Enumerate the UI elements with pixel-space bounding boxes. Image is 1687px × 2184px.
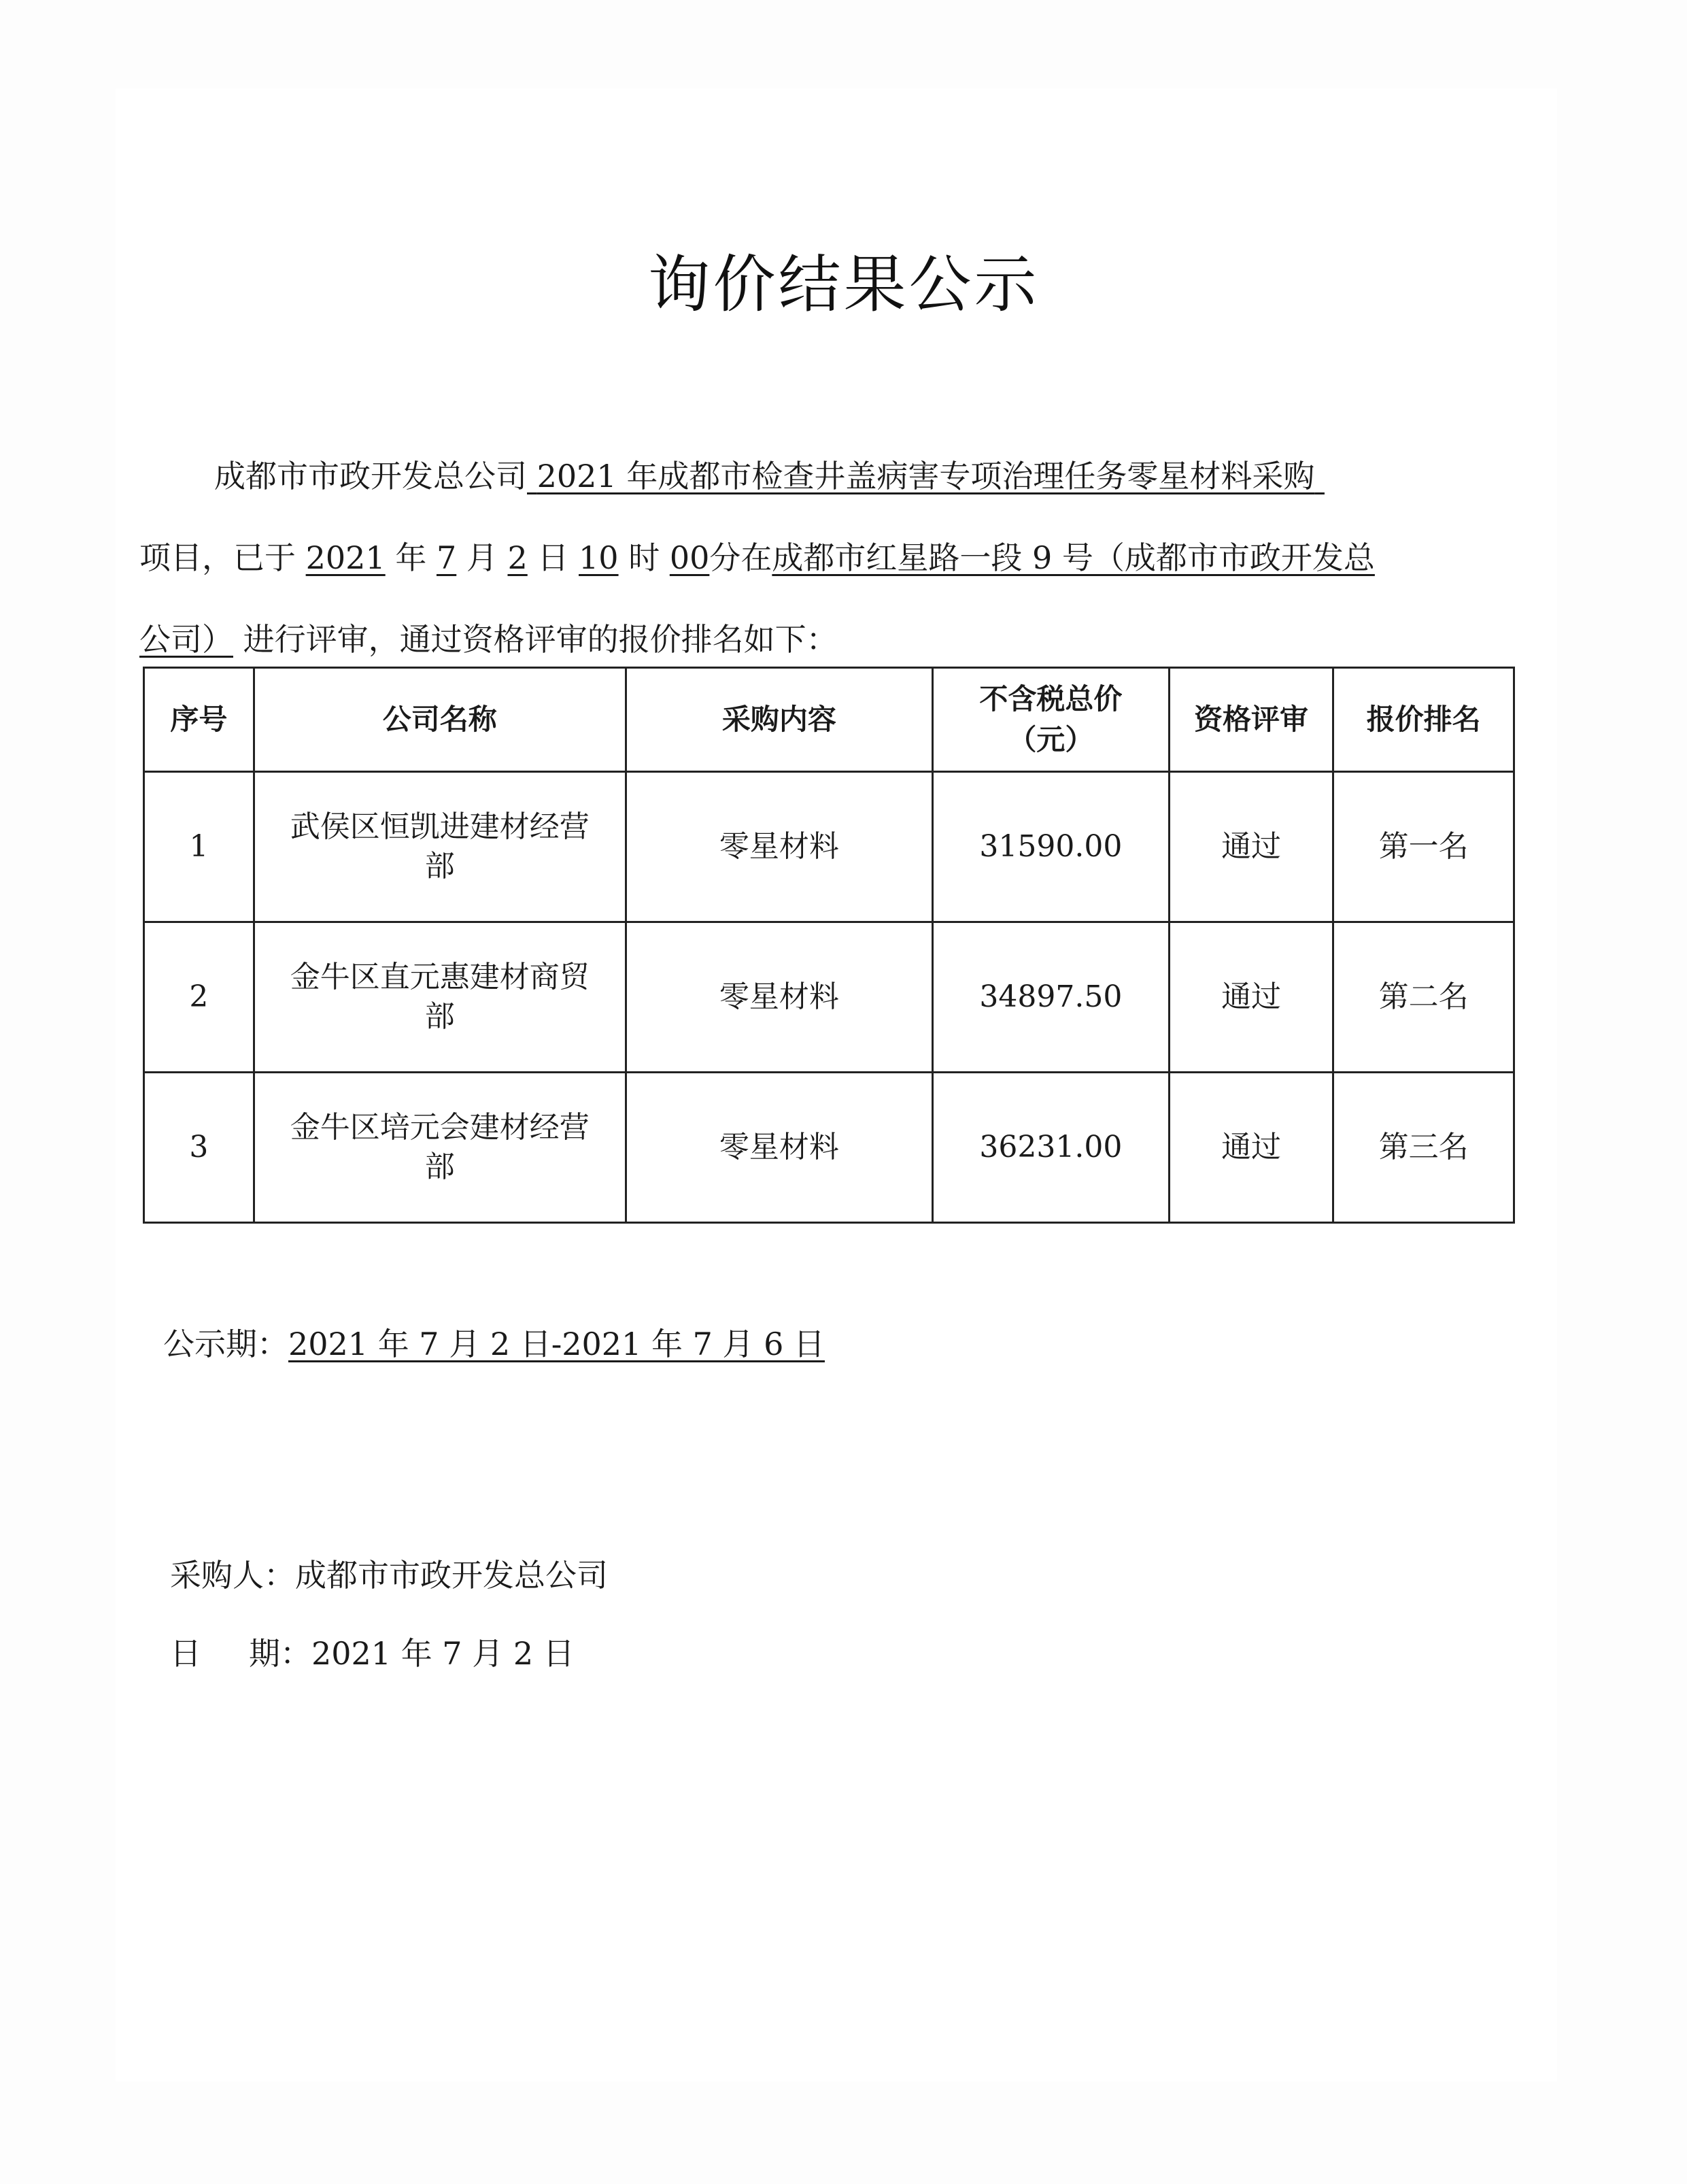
- intro-location-2: 公司）: [139, 621, 233, 658]
- intro-line-1: [139, 435, 1527, 517]
- notice-period-value: 2021 年 7 月 2 日-2021 年 7 月 6 日: [288, 1326, 825, 1362]
- cell-seq: 1: [144, 772, 254, 922]
- cell-content: 零星材料: [626, 922, 932, 1073]
- notice-period: [163, 1320, 825, 1364]
- cell-rank: 第一名: [1333, 772, 1514, 922]
- table-header-row: [144, 668, 1514, 772]
- cell-company: 金牛区直元惠建材商贸 部: [254, 922, 626, 1073]
- table-row: [144, 1073, 1514, 1223]
- intro-company: 成都市市政开发总公司: [214, 458, 527, 494]
- cell-review: 通过: [1169, 922, 1333, 1073]
- date-label-1: 日: [170, 1635, 201, 1672]
- cell-price: 31590.00: [933, 772, 1170, 922]
- cell-review: 通过: [1169, 772, 1333, 922]
- intro-day: 2: [507, 539, 528, 576]
- header-company: 公司名称: [254, 668, 626, 772]
- buyer-label: 采购人：: [170, 1557, 295, 1594]
- intro-hour: 10: [579, 539, 619, 576]
- table-row: [144, 922, 1514, 1073]
- intro-paragraph: [139, 435, 1527, 680]
- intro-location-1: 成都市红星路一段 9 号（成都市市政开发总: [772, 539, 1375, 576]
- header-content: 采购内容: [626, 668, 932, 772]
- cell-seq: 2: [144, 922, 254, 1073]
- date-line: [170, 1629, 575, 1674]
- page-title: 询价结果公示: [647, 248, 1040, 321]
- intro-month: 7: [436, 539, 457, 576]
- buyer-line: [170, 1551, 608, 1596]
- header-rank: 报价排名: [1333, 668, 1514, 772]
- cell-price: 36231.00: [933, 1073, 1170, 1223]
- notice-period-label: 公示期：: [163, 1326, 288, 1362]
- intro-line-2: 项目，已于 2021 年 7 月 2 日 10 时 00分在成都市红星路一段 9 号（成都市市政开发总: [139, 539, 1375, 576]
- header-review: 资格评审: [1169, 668, 1333, 772]
- intro-year: 2021: [305, 539, 386, 576]
- intro-project: 2021 年成都市检查井盖病害专项治理任务零星材料采购: [536, 458, 1315, 494]
- cell-content: 零星材料: [626, 772, 932, 922]
- intro-minute: 00: [669, 539, 710, 576]
- header-seq: 序号: [144, 668, 254, 772]
- buyer-value: 成都市市政开发总公司: [295, 1557, 608, 1594]
- date-label-2: 期：: [249, 1635, 311, 1672]
- cell-seq: 3: [144, 1073, 254, 1223]
- cell-rank: 第二名: [1333, 922, 1514, 1073]
- table-row: [144, 772, 1514, 922]
- cell-company: 武侯区恒凯进建材经营 部: [254, 772, 626, 922]
- cell-review: 通过: [1169, 1073, 1333, 1223]
- cell-content: 零星材料: [626, 1073, 932, 1223]
- cell-price: 34897.50: [933, 922, 1170, 1073]
- cell-company: 金牛区培元会建材经营 部: [254, 1073, 626, 1223]
- results-table: [143, 667, 1515, 1224]
- cell-rank: 第三名: [1333, 1073, 1514, 1223]
- date-value: 2021 年 7 月 2 日: [311, 1635, 575, 1672]
- intro-ending: 进行评审，通过资格评审的报价排名如下：: [243, 621, 838, 658]
- header-price: 不含税总价 （元）: [933, 668, 1170, 772]
